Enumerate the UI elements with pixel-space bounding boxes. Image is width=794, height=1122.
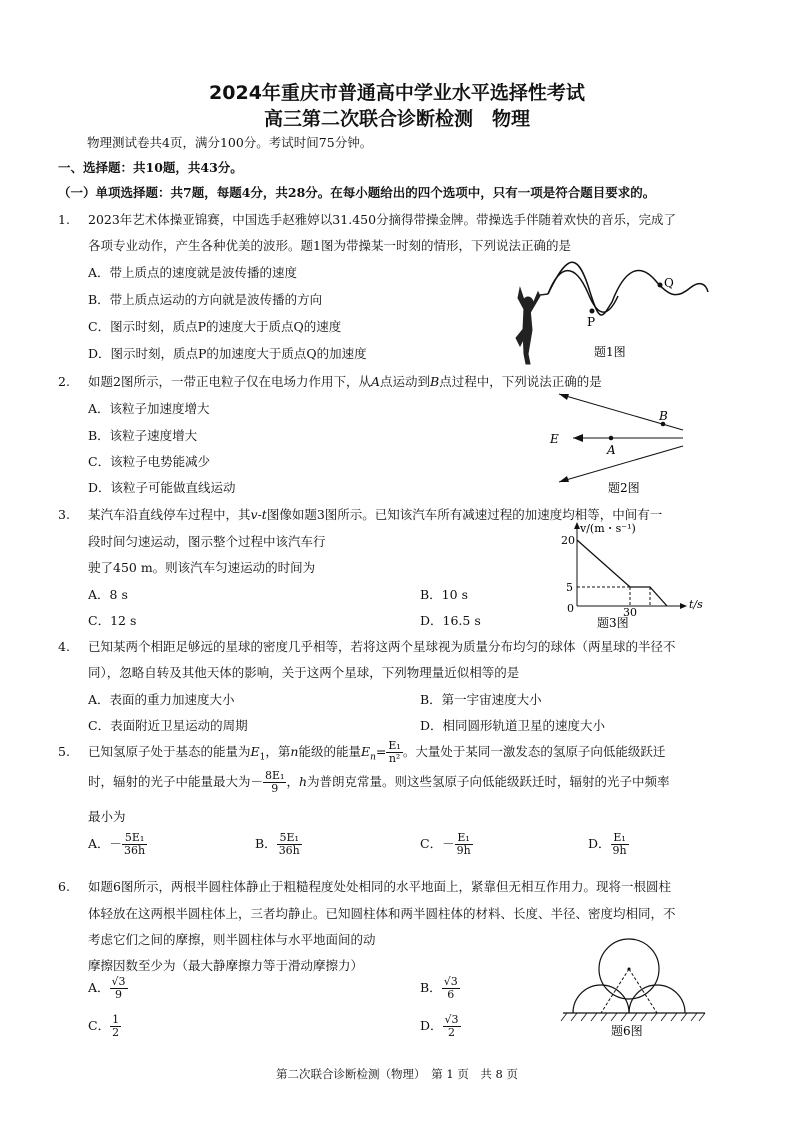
option-c[interactable]: C．12 s — [88, 613, 137, 628]
denominator: 36h — [278, 844, 300, 858]
question-text: 已知某两个相距足够远的星球的密度几乎相等，若将这两个星球视为质量分布均匀的球体（两星球的半径不 — [88, 639, 676, 654]
question-text: 各项专业动作，产生各种优美的波形。题1图为带操某一时刻的情形，下列说法正确的是 — [88, 238, 571, 253]
option-c[interactable] — [420, 832, 473, 857]
figure-1 — [510, 258, 720, 368]
symbol-e: E — [360, 744, 371, 760]
question-text: 点运动到 — [380, 374, 431, 389]
option-d[interactable]: D．16.5 s — [420, 613, 481, 628]
denominator: 6 — [447, 988, 455, 1002]
denominator: 9h — [612, 844, 627, 858]
point-b-ref: B — [430, 374, 440, 389]
option-label: D． — [420, 1018, 443, 1034]
fraction — [443, 1014, 461, 1039]
option-a[interactable] — [88, 976, 128, 1001]
question-text: 能级的能量 — [298, 744, 361, 760]
numerator: √3 — [444, 1013, 459, 1026]
gymnast-figure — [516, 288, 548, 364]
page-footer: 第二次联合诊断检测（物理） 第 1 页 共 8 页 — [275, 1067, 518, 1081]
symbol-n: n — [290, 744, 299, 760]
x-axis-label: t/s — [689, 598, 703, 611]
question-text: 时，辐射的光子中能量最大为－ — [88, 774, 264, 790]
denominator: 9 — [115, 988, 123, 1002]
option-a[interactable]: A．8 s — [88, 587, 128, 602]
question-number: 5. — [58, 744, 70, 760]
vt-symbol: v-t — [250, 507, 267, 522]
exam-title: 2024年重庆市普通高中学业水平选择性考试 — [209, 82, 585, 104]
label-a: A — [607, 443, 616, 457]
option-label: C．－ — [420, 836, 455, 852]
subscript: 1 — [259, 752, 266, 763]
ribbon-wave — [548, 271, 618, 313]
option-b[interactable]: B．带上质点运动的方向就是波传播的方向 — [88, 292, 323, 307]
option-label: C． — [88, 1018, 111, 1034]
option-a[interactable]: A．表面的重力加速度大小 — [88, 692, 235, 707]
question-text: 。大量处于某同一激发态的氢原子向低能级跃迁 — [402, 744, 666, 760]
question-text: 驶了450 m。则该汽车匀速运动的时间为 — [88, 560, 316, 575]
option-b[interactable]: B．该粒子速度增大 — [88, 428, 198, 443]
question-text: 如题6图所示，两根半圆柱体静止于粗糙程度处处相同的水平地面上，紧靠但无相互作用力。现将一根圆柱 — [88, 879, 671, 894]
question-text: 最小为 — [88, 809, 126, 824]
figure-caption: 题3图 — [597, 616, 629, 630]
question-text: 段时间匀速运动，图示整个过程中该汽车行 — [88, 534, 326, 549]
question-text: 考虑它们之间的摩擦，则半圆柱体与水平地面间的动 — [88, 932, 376, 947]
question-2 — [58, 372, 602, 390]
question-text: 2023年艺术体操亚锦赛，中国选手赵雅婷以31.450分摘得带操金牌。带操选手伴随着欢快的音乐，完成了 — [88, 212, 677, 227]
question-text: 为普朗克常量。则这些氢原子向低能级跃迁时，辐射的光子中频率 — [307, 774, 670, 790]
option-label: A．－ — [88, 836, 123, 852]
figure-caption: 题6图 — [611, 1024, 643, 1038]
option-label: D． — [588, 836, 611, 852]
fraction — [263, 770, 286, 795]
fraction — [110, 1014, 121, 1039]
half-cylinder-right — [629, 985, 685, 1013]
symbol-h: h — [298, 774, 308, 790]
point-a — [609, 436, 614, 441]
point-p — [590, 309, 595, 314]
option-a[interactable] — [88, 832, 147, 857]
question-text: 摩擦因数至少为（最大静摩擦力等于滑动摩擦力） — [88, 958, 364, 973]
option-b[interactable]: B．第一宇宙速度大小 — [420, 692, 542, 707]
option-c[interactable] — [88, 1014, 121, 1039]
option-label: B． — [255, 836, 277, 852]
y-axis-label: v/(m・s⁻¹) — [580, 522, 636, 535]
option-label: A． — [88, 980, 110, 996]
option-b[interactable]: B．10 s — [420, 587, 468, 602]
numerator: 5E₁ — [122, 832, 147, 845]
fraction — [110, 976, 128, 1001]
tick-label: 30 — [623, 606, 637, 619]
question-text: 某汽车沿直线停车过程中，其 — [88, 507, 251, 522]
question-number: 4. — [58, 639, 70, 654]
option-c[interactable]: C．该粒子电势能减少 — [88, 454, 211, 469]
question-4 — [58, 637, 676, 655]
option-d[interactable]: D．该粒子可能做直线运动 — [88, 480, 236, 495]
subsection-heading: （一）单项选择题：共7题，每题4分，共28分。在每小题给出的四个选项中，只有一项是符合题目要求的。 — [58, 185, 656, 200]
denominator: 9 — [271, 782, 279, 796]
numerator: 5E₁ — [277, 832, 302, 845]
half-cylinder-left — [573, 985, 629, 1013]
numerator: √3 — [111, 975, 126, 988]
option-d[interactable] — [420, 1014, 461, 1039]
option-d[interactable] — [588, 832, 629, 857]
question-text: ，第 — [265, 744, 291, 760]
numerator: E₁ — [388, 739, 401, 752]
question-number: 3. — [58, 507, 70, 522]
subscript: n — [370, 752, 376, 763]
option-c[interactable]: C．图示时刻，质点P的速度大于质点Q的速度 — [88, 319, 342, 334]
question-text: 同），忽略自转及其他天体的影响，关于这两个星球，下列物理量近似相等的是 — [88, 665, 520, 680]
fraction — [455, 832, 473, 857]
fraction — [386, 740, 402, 765]
label-p: P — [587, 315, 596, 329]
question-number: 2. — [58, 374, 70, 389]
exam-intro: 物理测试卷共4页，满分100分。考试时间75分钟。 — [87, 135, 373, 150]
numerator: 8E₁ — [265, 769, 285, 782]
fraction — [611, 832, 629, 857]
exam-subtitle: 高三第二次联合诊断检测 物理 — [263, 108, 530, 130]
tick-label: 20 — [561, 534, 575, 547]
fraction — [122, 832, 147, 857]
fraction — [442, 976, 460, 1001]
denominator: 36h — [124, 844, 146, 858]
figure-caption: 题1图 — [594, 345, 626, 359]
question-text: 体轻放在这两根半圆柱体上，三者均静止。已知圆柱体和两半圆柱体的材料、长度、半径、密度均相同，不 — [88, 906, 676, 921]
option-label: B． — [420, 980, 442, 996]
option-b[interactable] — [255, 832, 302, 857]
denominator: n² — [388, 752, 401, 766]
question-text: ， — [286, 774, 299, 790]
tick-label: 0 — [567, 602, 574, 615]
ground-hatch — [561, 1013, 705, 1021]
question-text: 已知氢原子处于基态的能量为 — [88, 744, 251, 760]
option-c[interactable]: C．表面附近卫星运动的周期 — [88, 718, 248, 733]
question-text: 点过程中，下列说法正确的是 — [439, 374, 602, 389]
question-text — [88, 770, 670, 795]
denominator: 9h — [456, 844, 471, 858]
point-a-ref: A — [370, 374, 380, 389]
fraction — [277, 832, 302, 857]
figure-2 — [545, 388, 695, 498]
figure-6 — [555, 935, 715, 1045]
equals: = — [375, 744, 387, 760]
question-1 — [58, 210, 676, 228]
option-b[interactable] — [420, 976, 460, 1001]
option-d[interactable]: D．相同圆形轨道卫星的速度大小 — [420, 718, 606, 733]
label-b: B — [659, 409, 668, 423]
tick-label: 5 — [566, 581, 573, 594]
option-a[interactable]: A．带上质点的速度就是波传播的速度 — [88, 265, 298, 280]
numerator: √3 — [443, 975, 458, 988]
label-q: Q — [664, 276, 674, 290]
field-line-lower — [559, 446, 683, 482]
question-number: 1. — [58, 212, 70, 227]
denominator: 2 — [448, 1026, 456, 1040]
vt-graph-line — [577, 540, 667, 606]
denominator: 2 — [112, 1026, 120, 1040]
point-q — [658, 283, 663, 288]
question-text: 图像如题3图所示。已知该汽车所有减速过程的加速度均相等，中间有一 — [266, 507, 663, 522]
question-5 — [58, 740, 665, 765]
numerator: 1 — [112, 1013, 120, 1026]
symbol-e: E — [250, 744, 260, 760]
numerator: E₁ — [611, 832, 629, 845]
option-d[interactable]: D．图示时刻，质点P的加速度大于质点Q的加速度 — [88, 346, 367, 361]
option-a[interactable]: A．该粒子加速度增大 — [88, 401, 210, 416]
figure-3 — [555, 520, 715, 630]
question-6 — [58, 877, 671, 895]
section-heading: 一、选择题：共10题，共43分。 — [58, 160, 243, 175]
figure-caption: 题2图 — [608, 481, 640, 495]
question-number: 6. — [58, 879, 70, 894]
question-text: 如题2图所示，一带正电粒子仅在电场力作用下，从 — [88, 374, 371, 389]
numerator: E₁ — [455, 832, 473, 845]
label-e: E — [550, 432, 559, 446]
ribbon-wave — [548, 262, 708, 315]
